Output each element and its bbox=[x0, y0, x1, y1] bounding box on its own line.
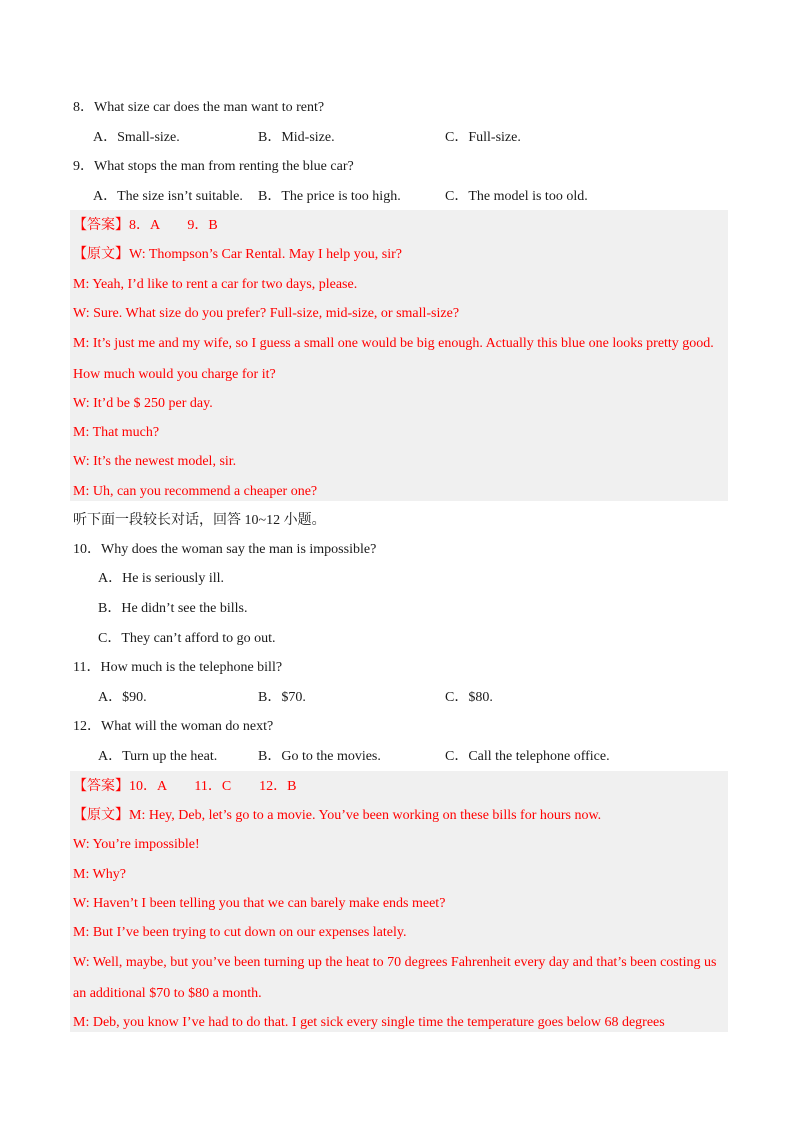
transcript-1-line: How much would you charge for it? bbox=[73, 367, 276, 382]
q8-option-c: C．Full-size. bbox=[445, 130, 521, 145]
transcript-1-first-line bbox=[73, 245, 402, 265]
transcript-2-line: M: Deb, you know I’ve had to do that. I get sick every single time the temperature goes below 68 degrees bbox=[73, 1015, 665, 1030]
transcript-text: W: Thompson’s Car Rental. May I help you, sir? bbox=[129, 247, 402, 262]
transcript-1-line: M: That much? bbox=[73, 425, 160, 440]
q11-option-a: A．$90. bbox=[98, 690, 147, 705]
q10-option-b: B．He didn’t see the bills. bbox=[98, 601, 248, 616]
answer-label: 【答案】 bbox=[73, 779, 129, 794]
transcript-2-line: M: Why? bbox=[73, 867, 127, 882]
q12-option-a: A．Turn up the heat. bbox=[98, 749, 218, 764]
answer-key-1 bbox=[73, 216, 218, 236]
q10-option-c: C．They can’t afford to go out. bbox=[98, 631, 276, 646]
transcript-1-line: M: Uh, can you recommend a cheaper one? bbox=[73, 484, 318, 499]
q9-option-b: B．The price is too high. bbox=[258, 189, 401, 204]
transcript-1-line: W: It’d be $ 250 per day. bbox=[73, 396, 213, 411]
answer-text: 8．A 9．B bbox=[129, 218, 218, 233]
question-10-stem: 10．Why does the woman say the man is impossible? bbox=[73, 542, 377, 557]
transcript-1-line: M: It’s just me and my wife, so I guess a small one would be big enough. Actually this blue one looks pretty good. bbox=[73, 336, 714, 351]
q9-option-c: C．The model is too old. bbox=[445, 189, 588, 204]
transcript-1-line: M: Yeah, I’d like to rent a car for two days, please. bbox=[73, 277, 358, 292]
transcript-label: 【原文】 bbox=[73, 808, 129, 823]
transcript-2-first-line bbox=[73, 806, 601, 826]
transcript-text: M: Hey, Deb, let’s go to a movie. You’ve been working on these bills for hours now. bbox=[129, 808, 602, 823]
q12-option-c: C．Call the telephone office. bbox=[445, 749, 610, 764]
section-instruction: 听下面一段较长对话，回答 10~12 小题。 bbox=[73, 513, 326, 528]
transcript-2-line: W: Haven’t I been telling you that we can barely make ends meet? bbox=[73, 896, 446, 911]
q12-option-b: B．Go to the movies. bbox=[258, 749, 381, 764]
transcript-1-line: W: It’s the newest model, sir. bbox=[73, 454, 237, 469]
transcript-2-line: W: Well, maybe, but you’ve been turning up the heat to 70 degrees Fahrenheit every day and that’s been costing us bbox=[73, 955, 717, 970]
question-12-stem: 12．What will the woman do next? bbox=[73, 719, 274, 734]
q8-option-b: B．Mid-size. bbox=[258, 130, 335, 145]
question-8-stem: 8．What size car does the man want to rent? bbox=[73, 100, 325, 115]
answer-label: 【答案】 bbox=[73, 218, 129, 233]
question-9-stem: 9．What stops the man from renting the blue car? bbox=[73, 159, 354, 174]
transcript-label: 【原文】 bbox=[73, 247, 129, 262]
transcript-2-line: M: But I’ve been trying to cut down on our expenses lately. bbox=[73, 925, 407, 940]
answer-text: 10．A 11．C 12．B bbox=[129, 779, 297, 794]
q11-option-c: C．$80. bbox=[445, 690, 493, 705]
q9-option-a: A．The size isn’t suitable. bbox=[93, 189, 243, 204]
q10-option-a: A．He is seriously ill. bbox=[98, 571, 224, 586]
transcript-2-line: W: You’re impossible! bbox=[73, 837, 200, 852]
transcript-1-line: W: Sure. What size do you prefer? Full-size, mid-size, or small-size? bbox=[73, 306, 460, 321]
question-11-stem: 11．How much is the telephone bill? bbox=[73, 660, 283, 675]
q11-option-b: B．$70. bbox=[258, 690, 306, 705]
q8-option-a: A．Small-size. bbox=[93, 130, 180, 145]
transcript-2-line: an additional $70 to $80 a month. bbox=[73, 986, 262, 1001]
answer-key-2 bbox=[73, 777, 297, 797]
